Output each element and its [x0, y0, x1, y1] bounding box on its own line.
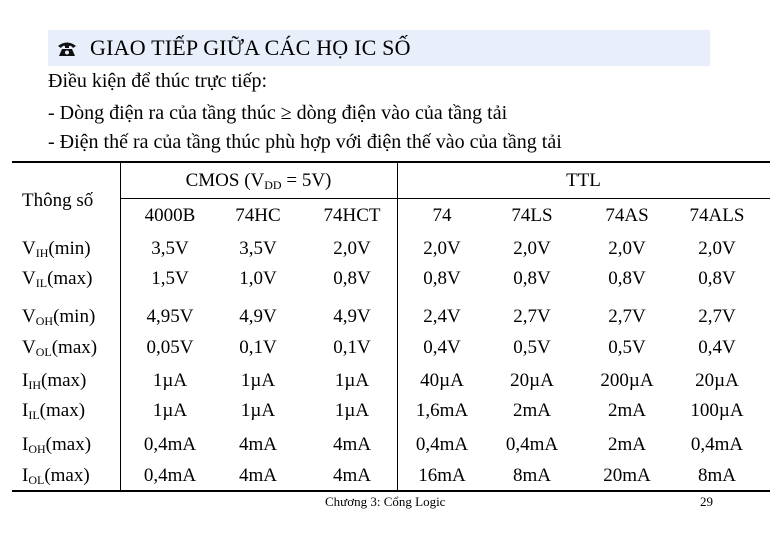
table-cell: 0,8V: [423, 268, 461, 289]
table-cell: 1µA: [334, 400, 370, 421]
telephone-icon: [56, 39, 78, 57]
column-header: 74ALS: [689, 205, 745, 226]
condition-voltage: - Điện thế ra của tầng thúc phù hợp với điện thế vào của tầng tải: [48, 131, 562, 153]
table-cell: 0,5V: [513, 337, 551, 358]
column-header: 74: [432, 205, 452, 226]
table-cell: 40µA: [420, 370, 464, 391]
table-cell: 3,5V: [151, 238, 189, 259]
table-cell: 2mA: [608, 434, 646, 455]
table-cell: 0,4mA: [505, 434, 559, 455]
table-cell: 200µA: [600, 370, 654, 391]
table-cell: 0,1V: [333, 337, 371, 358]
table-cell: 4,9V: [239, 306, 277, 327]
param-label: $I_{OL}(\max)$: [22, 465, 90, 487]
table-cell: 20µA: [695, 370, 739, 391]
table-cell: 0,8V: [513, 268, 551, 289]
table-cell: 2mA: [608, 400, 646, 421]
table-cell: 2mA: [513, 400, 551, 421]
table-cell: 0,4mA: [143, 465, 197, 486]
table-cell: 4mA: [239, 465, 277, 486]
table-cell: 0,4mA: [415, 434, 469, 455]
table-cell: 0,4mA: [143, 434, 197, 455]
table-cell: 2,7V: [513, 306, 551, 327]
table-cell: 2,0V: [608, 238, 646, 259]
table-cell: 20mA: [603, 465, 651, 486]
table-cell: 0,8V: [698, 268, 736, 289]
param-header: Thông số: [22, 190, 94, 211]
column-header: 74HC: [235, 205, 281, 226]
table-cell: 4mA: [333, 434, 371, 455]
intro-line: Điều kiện để thúc trực tiếp:: [48, 70, 268, 92]
column-header: 74LS: [511, 205, 553, 226]
group-header-cmos: CMOS $(V_{DD} = 5V)$: [185, 170, 332, 192]
table-cell: 2,0V: [423, 238, 461, 259]
table-cell: 1µA: [240, 370, 276, 391]
table-cell: 1µA: [152, 370, 188, 391]
group-header-ttl: TTL: [566, 170, 601, 191]
header-divider: [397, 198, 770, 199]
table-cell: 4mA: [239, 434, 277, 455]
column-divider: [397, 163, 398, 490]
table-cell: 2,0V: [698, 238, 736, 259]
table-bottom-rule: [12, 490, 770, 492]
table-cell: 4mA: [333, 465, 371, 486]
table-cell: 0,8V: [333, 268, 371, 289]
param-label: $V_{IH}(\min)$: [22, 238, 91, 260]
header-divider: [120, 198, 397, 199]
column-divider: [120, 163, 121, 490]
table-cell: 100µA: [690, 400, 744, 421]
table-cell: 1,0V: [239, 268, 277, 289]
page-title: GIAO TIẾP GIỮA CÁC HỌ IC SỐ: [90, 35, 411, 60]
param-label: $V_{IL}(\max)$: [22, 268, 93, 290]
table-cell: 0,5V: [608, 337, 646, 358]
table-cell: 1µA: [334, 370, 370, 391]
table-cell: 8mA: [698, 465, 736, 486]
param-label: $I_{OH}(\max)$: [22, 434, 92, 456]
column-header: 74HCT: [323, 205, 381, 226]
table-cell: 8mA: [513, 465, 551, 486]
table-cell: 0,1V: [239, 337, 277, 358]
table-cell: 2,0V: [333, 238, 371, 259]
table-cell: 1,6mA: [415, 400, 469, 421]
column-header: 74AS: [605, 205, 649, 226]
column-header: 4000B: [144, 205, 196, 226]
table-cell: 4,9V: [333, 306, 371, 327]
page-number: 29: [700, 494, 713, 509]
table-cell: 0,4mA: [690, 434, 744, 455]
table-cell: 2,7V: [608, 306, 646, 327]
table-cell: 0,4V: [698, 337, 736, 358]
table-cell: 16mA: [418, 465, 466, 486]
table-cell: 2,4V: [423, 306, 461, 327]
table-cell: 2,7V: [698, 306, 736, 327]
table-cell: 0,05V: [146, 337, 194, 358]
table-cell: 3,5V: [239, 238, 277, 259]
table-cell: 2,0V: [513, 238, 551, 259]
param-label: $V_{OH}(\min)$: [22, 306, 96, 328]
table-cell: 1,5V: [151, 268, 189, 289]
table-cell: 0,8V: [608, 268, 646, 289]
table-top-rule: [12, 161, 770, 163]
title-bar: [48, 30, 710, 66]
condition-current: - Dòng điện ra của tầng thúc ≥ dòng điện vào của tầng tải: [48, 102, 508, 124]
param-label: $I_{IH}(\max)$: [22, 370, 87, 392]
table-cell: 1µA: [152, 400, 188, 421]
table-cell: 4,95V: [146, 306, 194, 327]
param-label: $V_{OL}(\max)$: [22, 337, 98, 359]
table-cell: 20µA: [510, 370, 554, 391]
table-cell: 0,4V: [423, 337, 461, 358]
table-cell: 1µA: [240, 400, 276, 421]
param-label: $I_{IL}(\max)$: [22, 400, 86, 422]
footer-chapter: Chương 3: Cổng Logic: [325, 494, 446, 509]
